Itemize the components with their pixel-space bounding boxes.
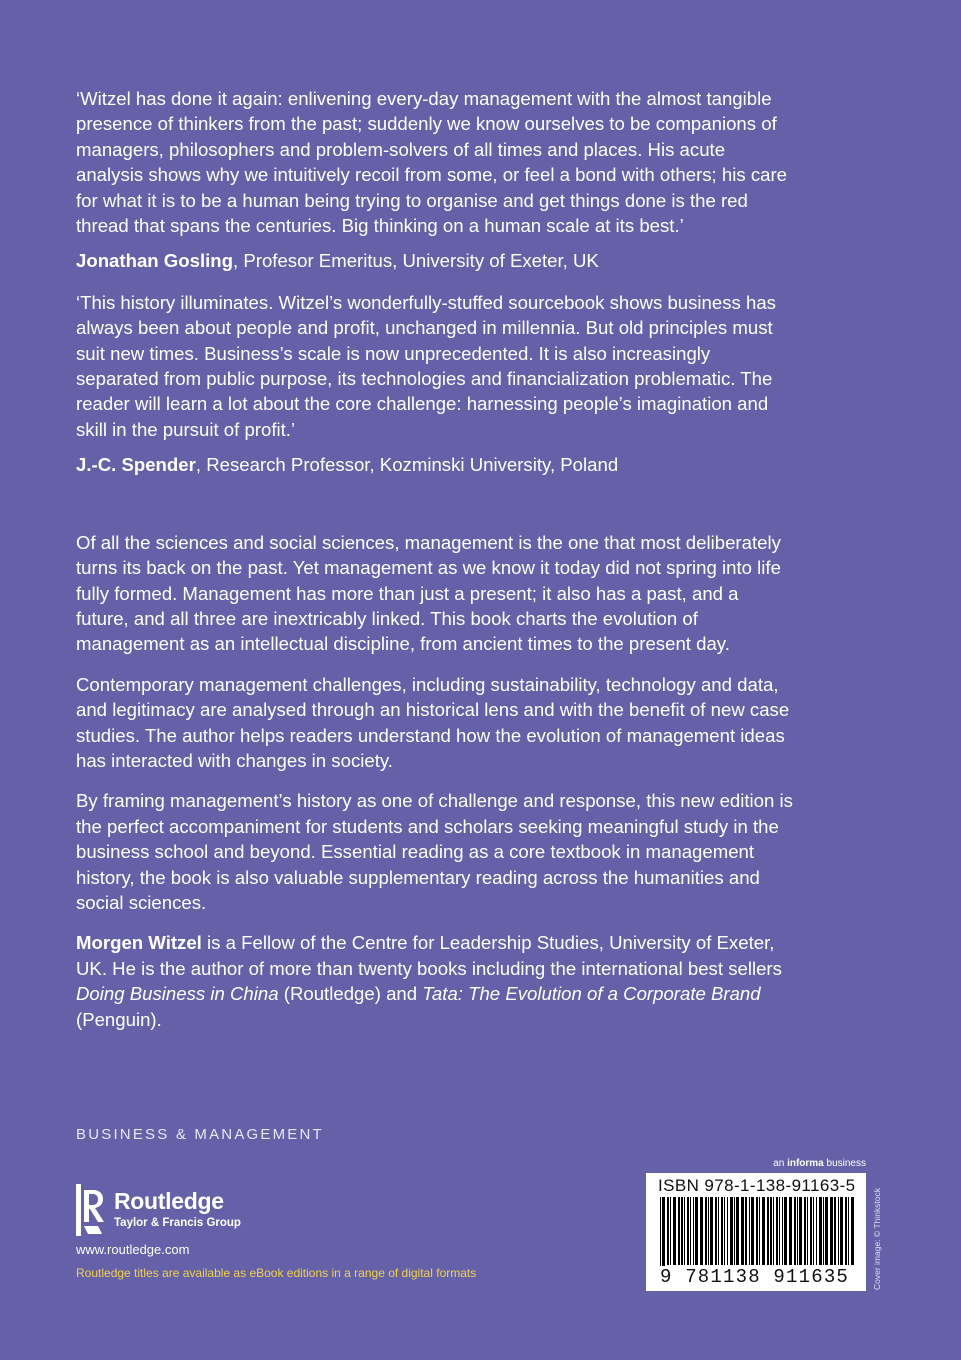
informa-tagline: [773, 1158, 866, 1169]
publisher-group: Taylor & Francis Group: [114, 1217, 241, 1229]
informa-prefix: an: [773, 1158, 788, 1169]
publisher-name: Routledge: [114, 1188, 224, 1214]
description-paragraph-2: Contemporary management challenges, including sustainability, technology and data, and legitimacy are analysed through an historical lens and with the benefit of new case studies. The author helps readers understand how the evolution of management ideas has interacted with changes in society.: [76, 673, 790, 771]
reviewer-affiliation-1: , Profesor Emeritus, University of Exeter, UK: [233, 250, 599, 272]
description-paragraph-1: Of all the sciences and social sciences, management is the one that most deliberately turns its back on the past. Yet management as we know it today did not spring into life fully formed. Management has more than just a present; it also has a past, and a future, and all three are inextricably linked. This book charts the evolution of management as an intellectual discipline, from ancient times to the present day.: [76, 531, 781, 655]
review-attribution-1: [76, 248, 796, 273]
author-bio-text-1: is a Fellow of the Centre for Leadership Studies, University of Exeter, UK. He is the author of more than twenty books including the international best sellers: [76, 932, 782, 979]
publisher-website: www.routledge.com: [76, 1242, 190, 1257]
back-cover-text: [76, 86, 796, 1032]
informa-brand: informa: [787, 1158, 824, 1169]
review-attribution-2: [76, 452, 796, 477]
review-quote-2: ‘This history illuminates. Witzel’s wonderfully-stuffed sourcebook shows business has always been about people and profit, unchanged in millennia. But old principles must suit new times. Business’s scale is now unprecedented. It is also increasingly separated from public purpose, its technologies and financialization problematic. The reader will learn a lot about the core challenge: harnessing people’s imagination and skill in the pursuit of profit.’: [76, 291, 776, 440]
author-bio: [76, 930, 796, 1032]
subject-category: BUSINESS & MANAGEMENT: [76, 1126, 324, 1143]
author-name: Morgen Witzel: [76, 932, 202, 954]
isbn-label: ISBN 978-1-138-91163-5: [658, 1176, 856, 1195]
ebook-note: Routledge titles are available as eBook editions in a range of digital formats: [76, 1266, 477, 1280]
author-bio-text-3: (Penguin).: [76, 1008, 162, 1030]
reviewer-affiliation-2: , Research Professor, Kozminski University, Poland: [195, 454, 619, 476]
isbn-barcode-box: [646, 1173, 866, 1291]
book-title-1: Doing Business in China: [76, 983, 279, 1005]
reviewer-name-2: J.-C. Spender: [76, 454, 196, 476]
description-paragraph-3: By framing management’s history as one of challenge and response, this new edition is the perfect accompaniment for students and scholars seeking meaningful study in the business school and beyond. Essential reading as a core textbook in management history, the book is also valuable supplementary reading across the humanities and social sciences.: [76, 790, 793, 913]
informa-suffix: business: [823, 1158, 866, 1169]
reviewer-name-1: Jonathan Gosling: [76, 250, 234, 272]
author-bio-text-2: (Routledge) and: [278, 983, 423, 1005]
cover-credit: Cover image: © Thinkstock: [872, 1187, 882, 1290]
book-title-2: Tata: The Evolution of a Corporate Brand: [422, 983, 761, 1005]
review-quote-1: ‘Witzel has done it again: enlivening every-day management with the almost tangible presence of thinkers from the past; suddenly we know ourselves to be companions of managers, philosophers and problem-solvers of all times and places. His acute analysis shows why we intuitively recoil from some, or feel a bond with others; his care for what it is to be a human being trying to organise and get things done is the red thread that spans the centuries. Big thinking on a human scale at its best.’: [76, 88, 787, 237]
barcode-digits: 9 781138 911635: [660, 1266, 850, 1288]
routledge-r-icon: [76, 1184, 106, 1236]
